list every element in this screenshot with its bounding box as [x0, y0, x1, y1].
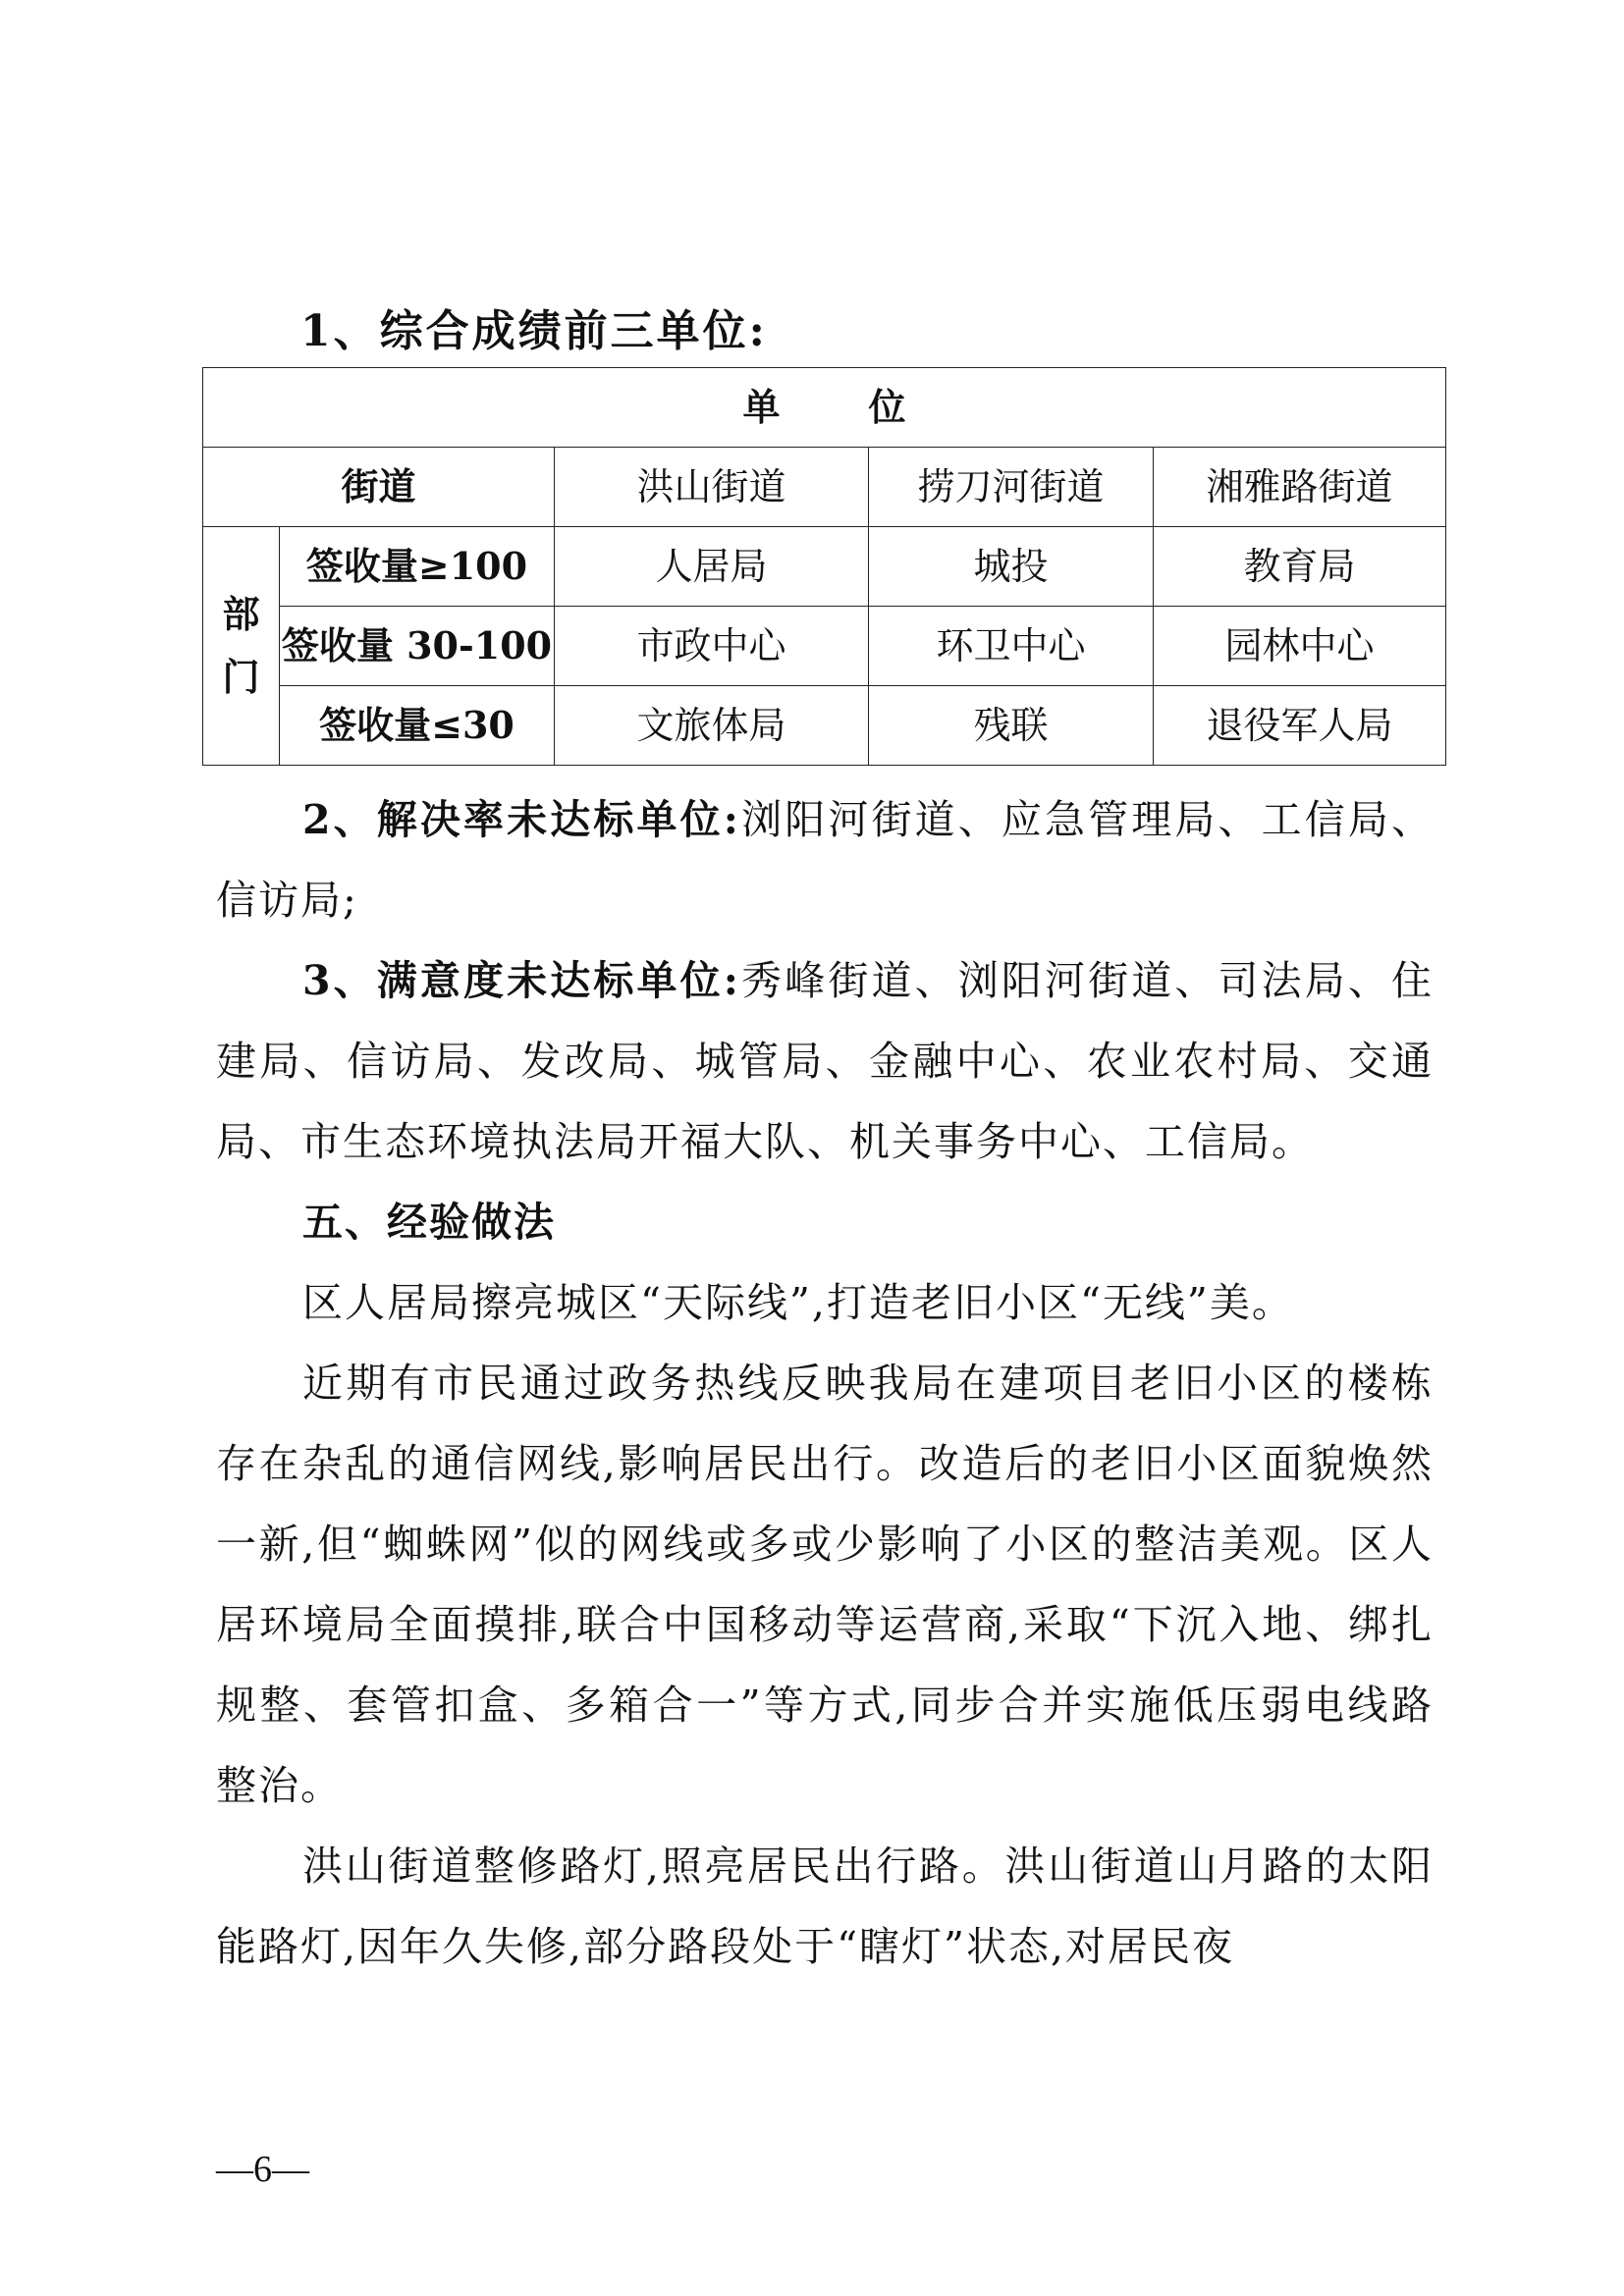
paragraph-text: 秀峰街道、浏阳河街道、司法局、住建局、信访局、发改局、城管局、金融中心、农业农村局、交通局、市生态环境执法局开福大队、机关事务中心、工信局。	[216, 957, 1434, 1165]
table-row-dept-2	[203, 607, 1446, 686]
paragraph-lead: 3、满意度未达标单位:	[302, 957, 740, 1004]
row-label: 签收量≤30	[280, 686, 555, 766]
paragraph-satisfaction	[216, 940, 1434, 1182]
section-heading-top3: 1、综合成绩前三单位:	[300, 306, 768, 356]
paragraph-lead: 2、解决率未达标单位:	[302, 796, 740, 843]
table-cell: 洪山街道	[555, 448, 869, 527]
table-cell: 捞刀河街道	[869, 448, 1154, 527]
table-row-streets	[203, 448, 1446, 527]
table-cell: 湘雅路街道	[1154, 448, 1446, 527]
table-title: 单位	[203, 368, 1446, 448]
table-cell: 环卫中心	[869, 607, 1154, 686]
results-table	[202, 367, 1446, 766]
dept-label	[203, 527, 280, 766]
table-row-dept-1	[203, 527, 1446, 607]
table-cell: 人居局	[555, 527, 869, 607]
table-cell: 文旅体局	[555, 686, 869, 766]
experience-body-1: 近期有市民通过政务热线反映我局在建项目老旧小区的楼栋存在杂乱的通信网线,影响居民出行。改造后的老旧小区面貌焕然一新,但“蜘蛛网”似的网线或多或少影响了小区的整洁美观。区人居环境局全面摸排,联合中国移动等运营商,采取“下沉入地、绑扎规整、套管扣盒、多箱合一”等方式,同步合并实施低压弱电线路整治。	[216, 1360, 1434, 1809]
table-cell: 园林中心	[1154, 607, 1446, 686]
experience-body-2: 洪山街道整修路灯,照亮居民出行路。洪山街道山月路的太阳能路灯,因年久失修,部分路段处于“瞎灯”状态,对居民夜	[216, 1842, 1434, 1970]
table-cell: 城投	[869, 527, 1154, 607]
paragraph-text: 浏阳河街道、应急管理局、工信局、信访局;	[216, 796, 1434, 924]
table-cell: 残联	[869, 686, 1154, 766]
page-number: —6—	[216, 2149, 309, 2190]
table-title-row	[203, 368, 1446, 448]
dept-label-char: 部	[222, 592, 260, 636]
table-cell: 市政中心	[555, 607, 869, 686]
table-row-dept-3	[203, 686, 1446, 766]
street-label: 街道	[203, 448, 555, 527]
table-cell: 教育局	[1154, 527, 1446, 607]
dept-label-char: 门	[222, 655, 260, 699]
section-heading-experience: 五、经验做法	[302, 1199, 556, 1246]
experience-title-1: 区人居局擦亮城区“天际线”,打造老旧小区“无线”美。	[302, 1279, 1294, 1326]
paragraph-resolution	[216, 779, 1434, 940]
row-label: 签收量 30-100	[280, 607, 555, 686]
table-cell: 退役军人局	[1154, 686, 1446, 766]
row-label: 签收量≥100	[280, 527, 555, 607]
